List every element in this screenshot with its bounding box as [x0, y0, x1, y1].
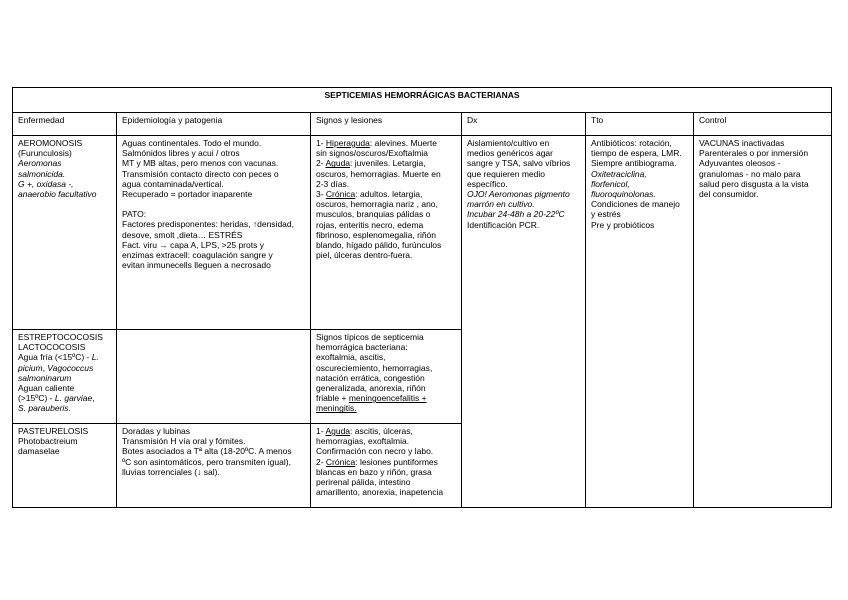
list-number: 1- [316, 138, 326, 148]
species-line: salmonicida. [18, 168, 66, 179]
text-fragment: : adultos. letargia, [355, 189, 423, 200]
text-line: Doradas y lubinas [122, 426, 191, 436]
text-line: natación errática, congestión [316, 372, 425, 383]
text-line: MT y MB altas, pero menos con vacunas. [122, 158, 279, 169]
term-meningoencefalitis: meningoencefalitis + [348, 393, 427, 404]
text-line: y estrés [591, 209, 621, 220]
disease-subtitle: (Furunculosis) [18, 148, 72, 159]
list-number: 1- [316, 426, 326, 436]
text-line: Pre y probióticos [591, 219, 655, 230]
table-title: SEPTICEMIAS HEMORRÁGICAS BACTERIANAS [13, 88, 832, 113]
text-line: Antibióticos: rotación, [591, 138, 672, 148]
term-cronica: Crónica [325, 189, 356, 200]
text-line: sangre y TSA, salvo víbrios [467, 158, 571, 169]
text-fragment: : alevines. Muerte [369, 138, 437, 148]
text-line: hemorragias, exoftalmia. [316, 436, 410, 447]
text-line: granulomas - no malo para [699, 168, 801, 179]
text-line: Condiciones de manejo [591, 199, 680, 210]
cell-tto [586, 136, 694, 508]
text-fragment: : ascitis, úlceras, [350, 426, 413, 436]
text-fragment: friable + [316, 393, 349, 404]
text-line: Aguan caliente [18, 383, 75, 394]
header-dx: Dx [462, 113, 586, 136]
text-line: Incubar 24-48h a 20-22ºC [467, 209, 565, 220]
text-line: marrón en cultivo. [467, 199, 535, 210]
text-line [316, 158, 456, 168]
text-fragment: : lesiones puntiformes [355, 456, 438, 467]
text-fragment: Agua fría (<15ºC) - [18, 352, 92, 363]
cell-signos-aeromonosis [311, 136, 462, 330]
cell-enfermedad-estreptococosis [13, 330, 117, 424]
text-line [316, 138, 456, 148]
cell-signos-pasteurelosis [311, 424, 462, 508]
text-fragment: : juveniles. Letargia, [350, 158, 426, 169]
text-fragment: , [42, 362, 48, 373]
cell-epidemiologia-pasteurelosis [117, 424, 311, 508]
text-line: oscureciemiento, hemorragias, [316, 362, 433, 373]
text-line: sin signos/oscuros/Exoftalmia [316, 148, 428, 159]
text-line: Botes asociados a Tª alta (18-20ºC. A menos [122, 446, 292, 457]
text-line: evitan inmunecells lleguen a necrosado [122, 260, 271, 271]
species-line: Photobactreium [18, 436, 78, 447]
text-line: Recuperado = portador inaparente [122, 189, 253, 200]
text-line: específico. [467, 178, 508, 189]
term-aguda: Aguda [325, 426, 351, 436]
text-line: medios genéricos agar [467, 148, 553, 159]
text-line: 2-3 días. [316, 178, 350, 189]
text-line: Identificación PCR. [467, 219, 540, 230]
header-enfermedad: Enfermedad [13, 113, 117, 136]
text-line [18, 352, 111, 362]
disease-name: PASTEURELOSIS [18, 426, 89, 436]
text-line [316, 426, 456, 436]
species-line: salmoninarum [18, 372, 72, 383]
text-line: Parenterales o por inmersión [699, 148, 809, 159]
list-number: 2- [316, 456, 326, 467]
text-line: desove, smolt ,dieta… ESTRÉS [122, 229, 243, 240]
term-meningitis: meningitis. [316, 403, 357, 414]
text-line: Siempre antibiograma. [591, 158, 677, 169]
metabolism-line: anaerobio facultativo [18, 189, 97, 200]
text-line: Transmisión H vía oral y fómites. [122, 436, 246, 447]
text-line: ºC son asintomáticos, pero transmiten igual), [122, 456, 291, 467]
species-fragment: L. [91, 352, 99, 363]
text-line: Salmónidos libres y acui / otros [122, 148, 240, 159]
text-line: que requieren medio [467, 168, 545, 179]
text-line: piel, úlceras dentro-fuera. [316, 250, 413, 261]
cell-epidemiologia-estreptococosis [117, 330, 311, 424]
text-line: agua contaminada/vertical. [122, 178, 224, 189]
cell-epidemiologia-aeromonosis [117, 136, 311, 330]
text-line: Signos típicos de septicemia [316, 332, 424, 342]
list-number: 2- [316, 158, 326, 169]
header-tto: Tto [586, 113, 694, 136]
text-line: tiempo de espera, LMR. [591, 148, 682, 159]
text-line: florfenicol, [591, 178, 630, 189]
text-line: amarillento, anorexia, inapetencia [316, 487, 444, 498]
cell-enfermedad-pasteurelosis [13, 424, 117, 508]
text-line: Adyuvantes oleosos - [699, 158, 781, 169]
header-signos: Signos y lesiones [311, 113, 462, 136]
term-aguda: Aguda [325, 158, 351, 169]
text-line: rojas, enteritis necro, edema [316, 219, 424, 230]
term-cronica: Crónica [325, 456, 356, 467]
disease-name: AEROMONOSIS [18, 138, 83, 148]
text-line: blando, hígado pálido, furúnculos [316, 240, 442, 251]
text-line [18, 363, 111, 373]
text-line: oscuros, hemorragia nariz , ano, [316, 199, 438, 210]
species-line: S. parauberis. [18, 403, 71, 414]
text-line [316, 457, 456, 467]
cell-signos-estreptococosis [311, 330, 462, 424]
cell-dx [462, 136, 586, 508]
text-fragment: (>15ºC) - [18, 393, 55, 404]
text-line: salud pero disgusta a la vista [699, 178, 809, 189]
text-line: Confirmación con necro y labo. [316, 446, 434, 457]
text-fragment: , [92, 393, 95, 404]
text-line: oscuros, hemorragias. Muerte en [316, 168, 441, 179]
text-line: generalizada, anorexia, riñón [316, 383, 426, 394]
text-line [18, 393, 111, 403]
header-control: Control [694, 113, 832, 136]
text-line: lluvias torrenciales (↓ sal). [122, 466, 220, 477]
text-line: Oxitetraciclina, [591, 168, 647, 179]
disease-name: LACTOCOCOSIS [18, 342, 86, 353]
text-line: hemorrágica bacteriana: [316, 342, 408, 353]
species-line: damaselae [18, 446, 60, 457]
term-hiperaguda: Hiperaguda [325, 138, 370, 148]
text-line: Fact. viru → capa A, LPS, >25 prots y [122, 239, 264, 250]
text-line: musculos, branquias pálidas o [316, 209, 431, 220]
text-line: Transmisión contacto directo con peces o [122, 168, 279, 179]
text-line: enzimas extracell: coagulación sangre y [122, 250, 273, 261]
gram-line: G +, oxidasa -, [18, 178, 74, 189]
text-line: del consumidor. [699, 189, 759, 200]
text-line: Aislamiento/cultivo en [467, 138, 550, 148]
cell-control [694, 136, 832, 508]
species-fragment: Vagococcus [47, 362, 94, 373]
species-line: Aeromonas [18, 158, 62, 169]
text-line: Factores predisponentes: heridas, ↑densidad, [122, 219, 294, 230]
septicemia-table [12, 87, 832, 508]
text-line: PATO: [122, 209, 147, 220]
text-line: VACUNAS inactivadas [699, 138, 785, 148]
text-line: fluoroquinolonas. [591, 189, 656, 200]
text-line: blancas en bazo y riñón, grasa [316, 466, 432, 477]
header-epidemiologia: Epidemiología y patogenia [117, 113, 311, 136]
text-line: exoftalmia, ascitis, [316, 352, 386, 363]
text-line: OJO! Aeromonas pigmento [467, 189, 570, 200]
text-line [316, 393, 456, 403]
text-line: Aguas continentales. Todo el mundo. [122, 138, 262, 148]
species-fragment: L. garviae [54, 393, 93, 404]
text-line: fibrinoso, esplenomegalia, riñón [316, 229, 437, 240]
text-line [316, 189, 456, 199]
cell-enfermedad-aeromonosis [13, 136, 117, 330]
species-fragment: picium [18, 362, 43, 373]
list-number: 3- [316, 189, 326, 200]
text-line: perirenal pálida, intestino [316, 477, 411, 488]
disease-name: ESTREPTOCOCOSIS [18, 332, 103, 342]
